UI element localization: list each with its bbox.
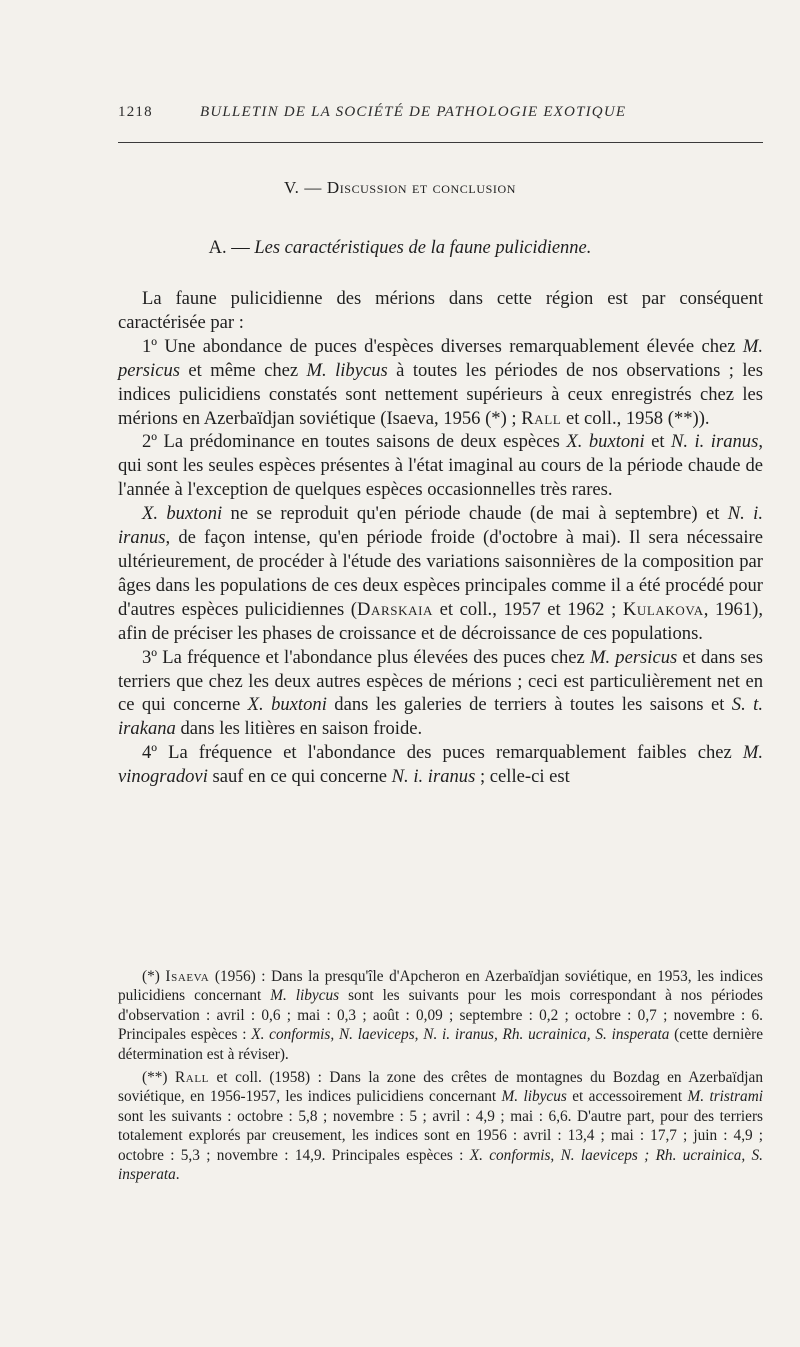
paragraph-1: 1º Une abondance de puces d'espèces diverses remarquablement élevée chez M. persicus et même chez M. libycus à toutes les périodes de nos observations ; les indices pulicidiens constatés sont nettement supérieurs à ceux enregistrés chez les mérions en Azerbaïdjan soviétique (Isaeva, 1956 (*) ; Rall et coll., 1958 (**)).	[118, 335, 763, 429]
section-title: V. — Discussion et conclusion	[283, 178, 517, 197]
paragraph-3: X. buxtoni ne se reproduit qu'en période chaude (de mai à septembre) et N. i. iranus, de façon intense, qu'en période froide (d'octobre à mai). Il sera nécessaire ultérieurement, de procéder à l'étude des variations saisonnières de la composition par âges dans les populations de ces deux espèces principales comme il a été procédé pour d'autres espèces pulicidiennes (Darskaia et coll., 1957 et 1962 ; Kulakova, 1961), afin de préciser les phases de croissance et de décroissance de ces populations.	[118, 503, 763, 644]
body-text	[118, 282, 763, 789]
footnotes	[118, 967, 763, 1184]
paragraph-5: 4º La fréquence et l'abondance des puces remarquablement faibles chez M. vinogradovi sauf en ce qui concerne N. i. iranus ; celle-ci est	[118, 742, 763, 788]
journal-title: BULLETIN DE LA SOCIÉTÉ DE PATHOLOGIE EXOTIQUE	[200, 104, 627, 120]
footnote-1: (*) Isaeva (1956) : Dans la presqu'île d'Apcheron en Azerbaïdjan soviétique, en 1953, les indices pulicidiens concernant M. libycus sont les suivants pour les mois correspondant à nos périodes d'observation : avril : 0,6 ; mai : 0,3 ; août : 0,09 ; septembre : 0,2 ; octobre : 0,7 ; novembre : 6. Principales espèces : X. conformis, N. laeviceps, N. i. iranus, Rh. ucrainica, S. insperata (cette dernière détermination est à réviser).	[118, 968, 763, 1063]
header-rule	[118, 142, 763, 143]
paragraph-4: 3º La fréquence et l'abondance plus élevées des puces chez M. persicus et dans ses terriers que chez les deux autres espèces de mérions ; ceci est particulièrement net en ce qui concerne X. buxtoni dans les galeries de terriers à toutes les saisons et S. t. irakana dans les litières en saison froide.	[118, 646, 763, 740]
subsection-text: Les caractéristiques de la faune pulicidienne.	[254, 238, 592, 258]
page-number: 1218	[118, 104, 153, 120]
footnote-2: (**) Rall et coll. (1958) : Dans la zone des crêtes de montagnes du Bozdag en Azerbaïdjan soviétique, en 1956-1957, les indices pulicidiens concernant M. libycus et accessoirement M. tristrami sont les suivants : octobre : 5,8 ; novembre : 5 ; avril : 4,9 ; mai : 6,6. D'autre part, pour des terriers totalement explorés par creusement, les indices sont en 1956 : avril : 13,4 ; mai : 17,7 ; juin : 4,9 ; octobre : 5,3 ; novembre : 14,9. Principales espèces : X. conformis, N. laeviceps ; Rh. ucrainica, S. insperata.	[118, 1069, 763, 1184]
subsection-title	[0, 238, 800, 259]
subsection-prefix: A. —	[208, 238, 250, 258]
paragraph-2: 2º La prédominance en toutes saisons de deux espèces X. buxtoni et N. i. iranus, qui sont les seules espèces présentes à l'état imaginal au cours de la période chaude de l'année à l'exception de quelques espèces occasionnelles très rares.	[118, 431, 763, 501]
paragraph-intro: La faune pulicidienne des mérions dans cette région est par conséquent caractérisée par :	[118, 288, 763, 333]
